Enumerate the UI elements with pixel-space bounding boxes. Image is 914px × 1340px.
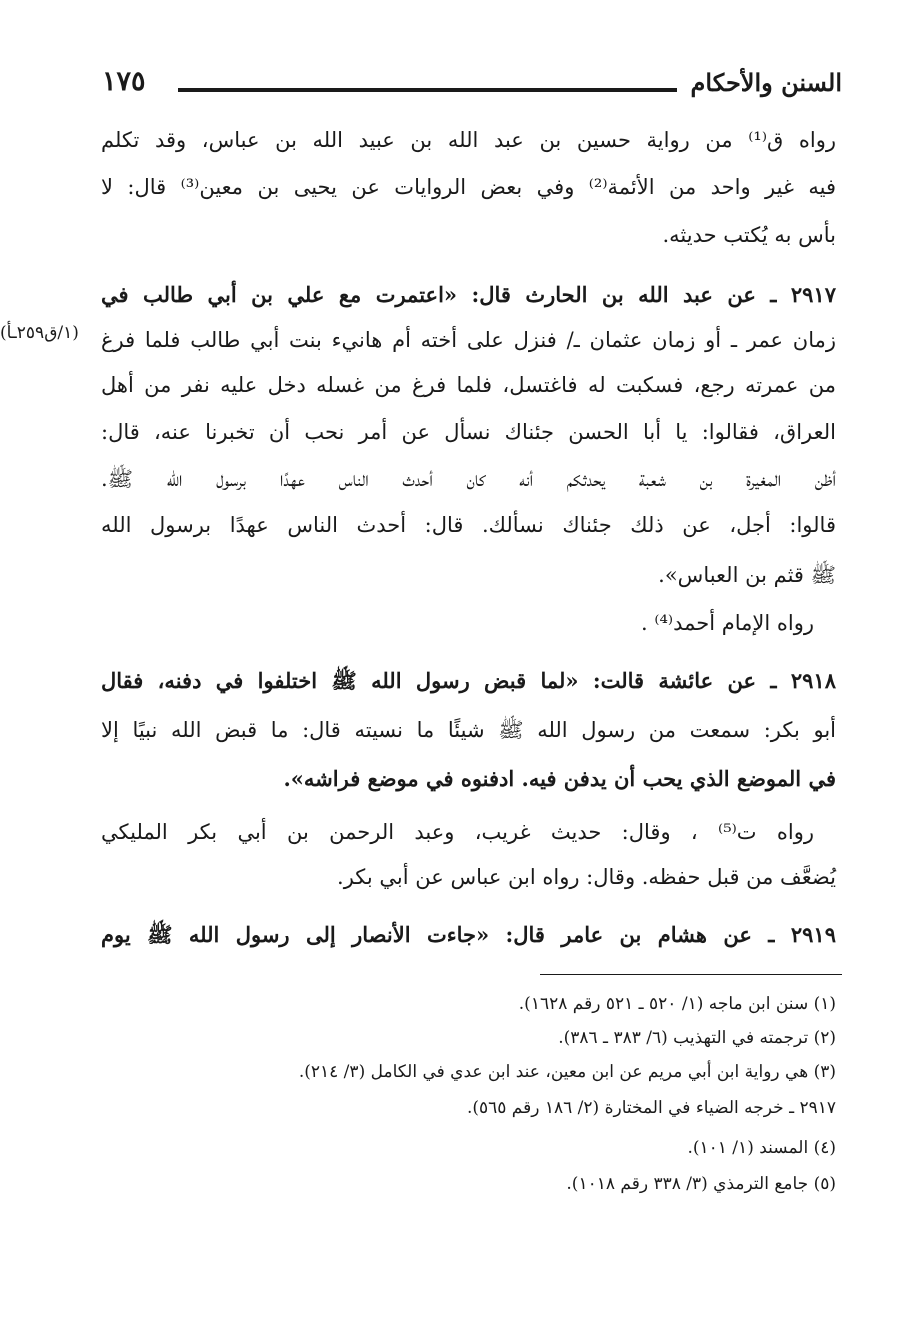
body-line: يُضعَّف من قبل حفظه. وقال: رواه ابن عباس عن أبي بكر. — [337, 865, 836, 889]
body-line: أبو بكر: سمعت من رسول الله ﷺ شيئًا ما نسيته قال: ما قبض الله نبيًا إلا — [101, 718, 836, 742]
footnote: (٣) هي رواية ابن أبي مريم عن ابن معين، عند ابن عدي في الكامل (٣/ ٢١٤). — [298, 1062, 836, 1082]
hadith-2917-heading-line: ٢٩١٧ ـ عن عبد الله بن الحارث قال: «اعتمرت مع علي بن أبي طالب في — [101, 282, 836, 307]
body-line: رواه ق⁽¹⁾ من رواية حسين بن عبد الله بن عبيد الله بن عباس، وقد تكلم — [101, 128, 836, 152]
body-line: فيه غير واحد من الأئمة⁽²⁾ وفي بعض الروايات عن يحيى بن معين⁽³⁾ قال: لا — [101, 175, 836, 199]
footnote: (٢) ترجمته في التهذيب (٦/ ٣٨٣ ـ ٣٨٦). — [558, 1028, 836, 1048]
body-line: ﷺ قثم بن العباس». — [658, 563, 836, 587]
body-line: زمان عمر ـ أو زمان عثمان ـ/ فنزل على أخته أم هانيء بنت أبي طالب فلما فرغ — [101, 328, 836, 352]
footnote: ٢٩١٧ ـ خرجه الضياء في المختارة (٢/ ١٨٦ رقم ٥٦٥). — [466, 1098, 836, 1118]
body-line: أظن المغيرة بن شعبة يحدثكم أنه كان أحدث الناس عهدًا برسول الله ﷺ. — [101, 467, 836, 491]
header-title: السنن والأحكام — [690, 68, 842, 97]
footnote: (١) سنن ابن ماجه (١/ ٥٢٠ ـ ٥٢١ رقم ١٦٢٨). — [518, 994, 836, 1014]
running-header — [102, 66, 842, 106]
header-rule — [178, 88, 677, 92]
body-line: بأس به يُكتب حديثه. — [662, 223, 836, 247]
attribution-line: رواه ت⁽⁵⁾ ، وقال: حديث غريب، وعبد الرحمن بن أبي بكر المليكي — [101, 820, 814, 844]
manuscript-margin-note: (١/ق٢٥٩ـأ) — [0, 323, 79, 343]
attribution-line: رواه الإمام أحمد⁽⁴⁾ . — [640, 611, 814, 635]
footnote: (٤) المسند (١/ ١٠١). — [687, 1138, 836, 1158]
footnote: (٥) جامع الترمذي (٣/ ٣٣٨ رقم ١٠١٨). — [566, 1174, 836, 1194]
body-line: من عمرته رجع، فسكبت له فاغتسل، فلما فرغ من غسله دخل عليه نفر من أهل — [101, 373, 836, 397]
hadith-2919-heading-line: ٢٩١٩ ـ عن هشام بن عامر قال: «جاءت الأنصار إلى رسول الله ﷺ يوم — [101, 922, 836, 947]
hadith-2918-heading-line: ٢٩١٨ ـ عن عائشة قالت: «لما قبض رسول الله ﷺ اختلفوا في دفنه، فقال — [101, 668, 836, 693]
body-line: في الموضع الذي يحب أن يدفن فيه. ادفنوه في موضع فراشه». — [283, 766, 836, 791]
footnote-separator — [540, 974, 842, 975]
page-number: ١٧٥ — [102, 66, 146, 97]
body-line: قالوا: أجل، عن ذلك جئناك نسألك. قال: أحدث الناس عهدًا برسول الله — [101, 513, 836, 537]
body-line: العراق، فقالوا: يا أبا الحسن جئناك نسأل عن أمر نحب أن تخبرنا عنه، قال: — [101, 420, 836, 444]
